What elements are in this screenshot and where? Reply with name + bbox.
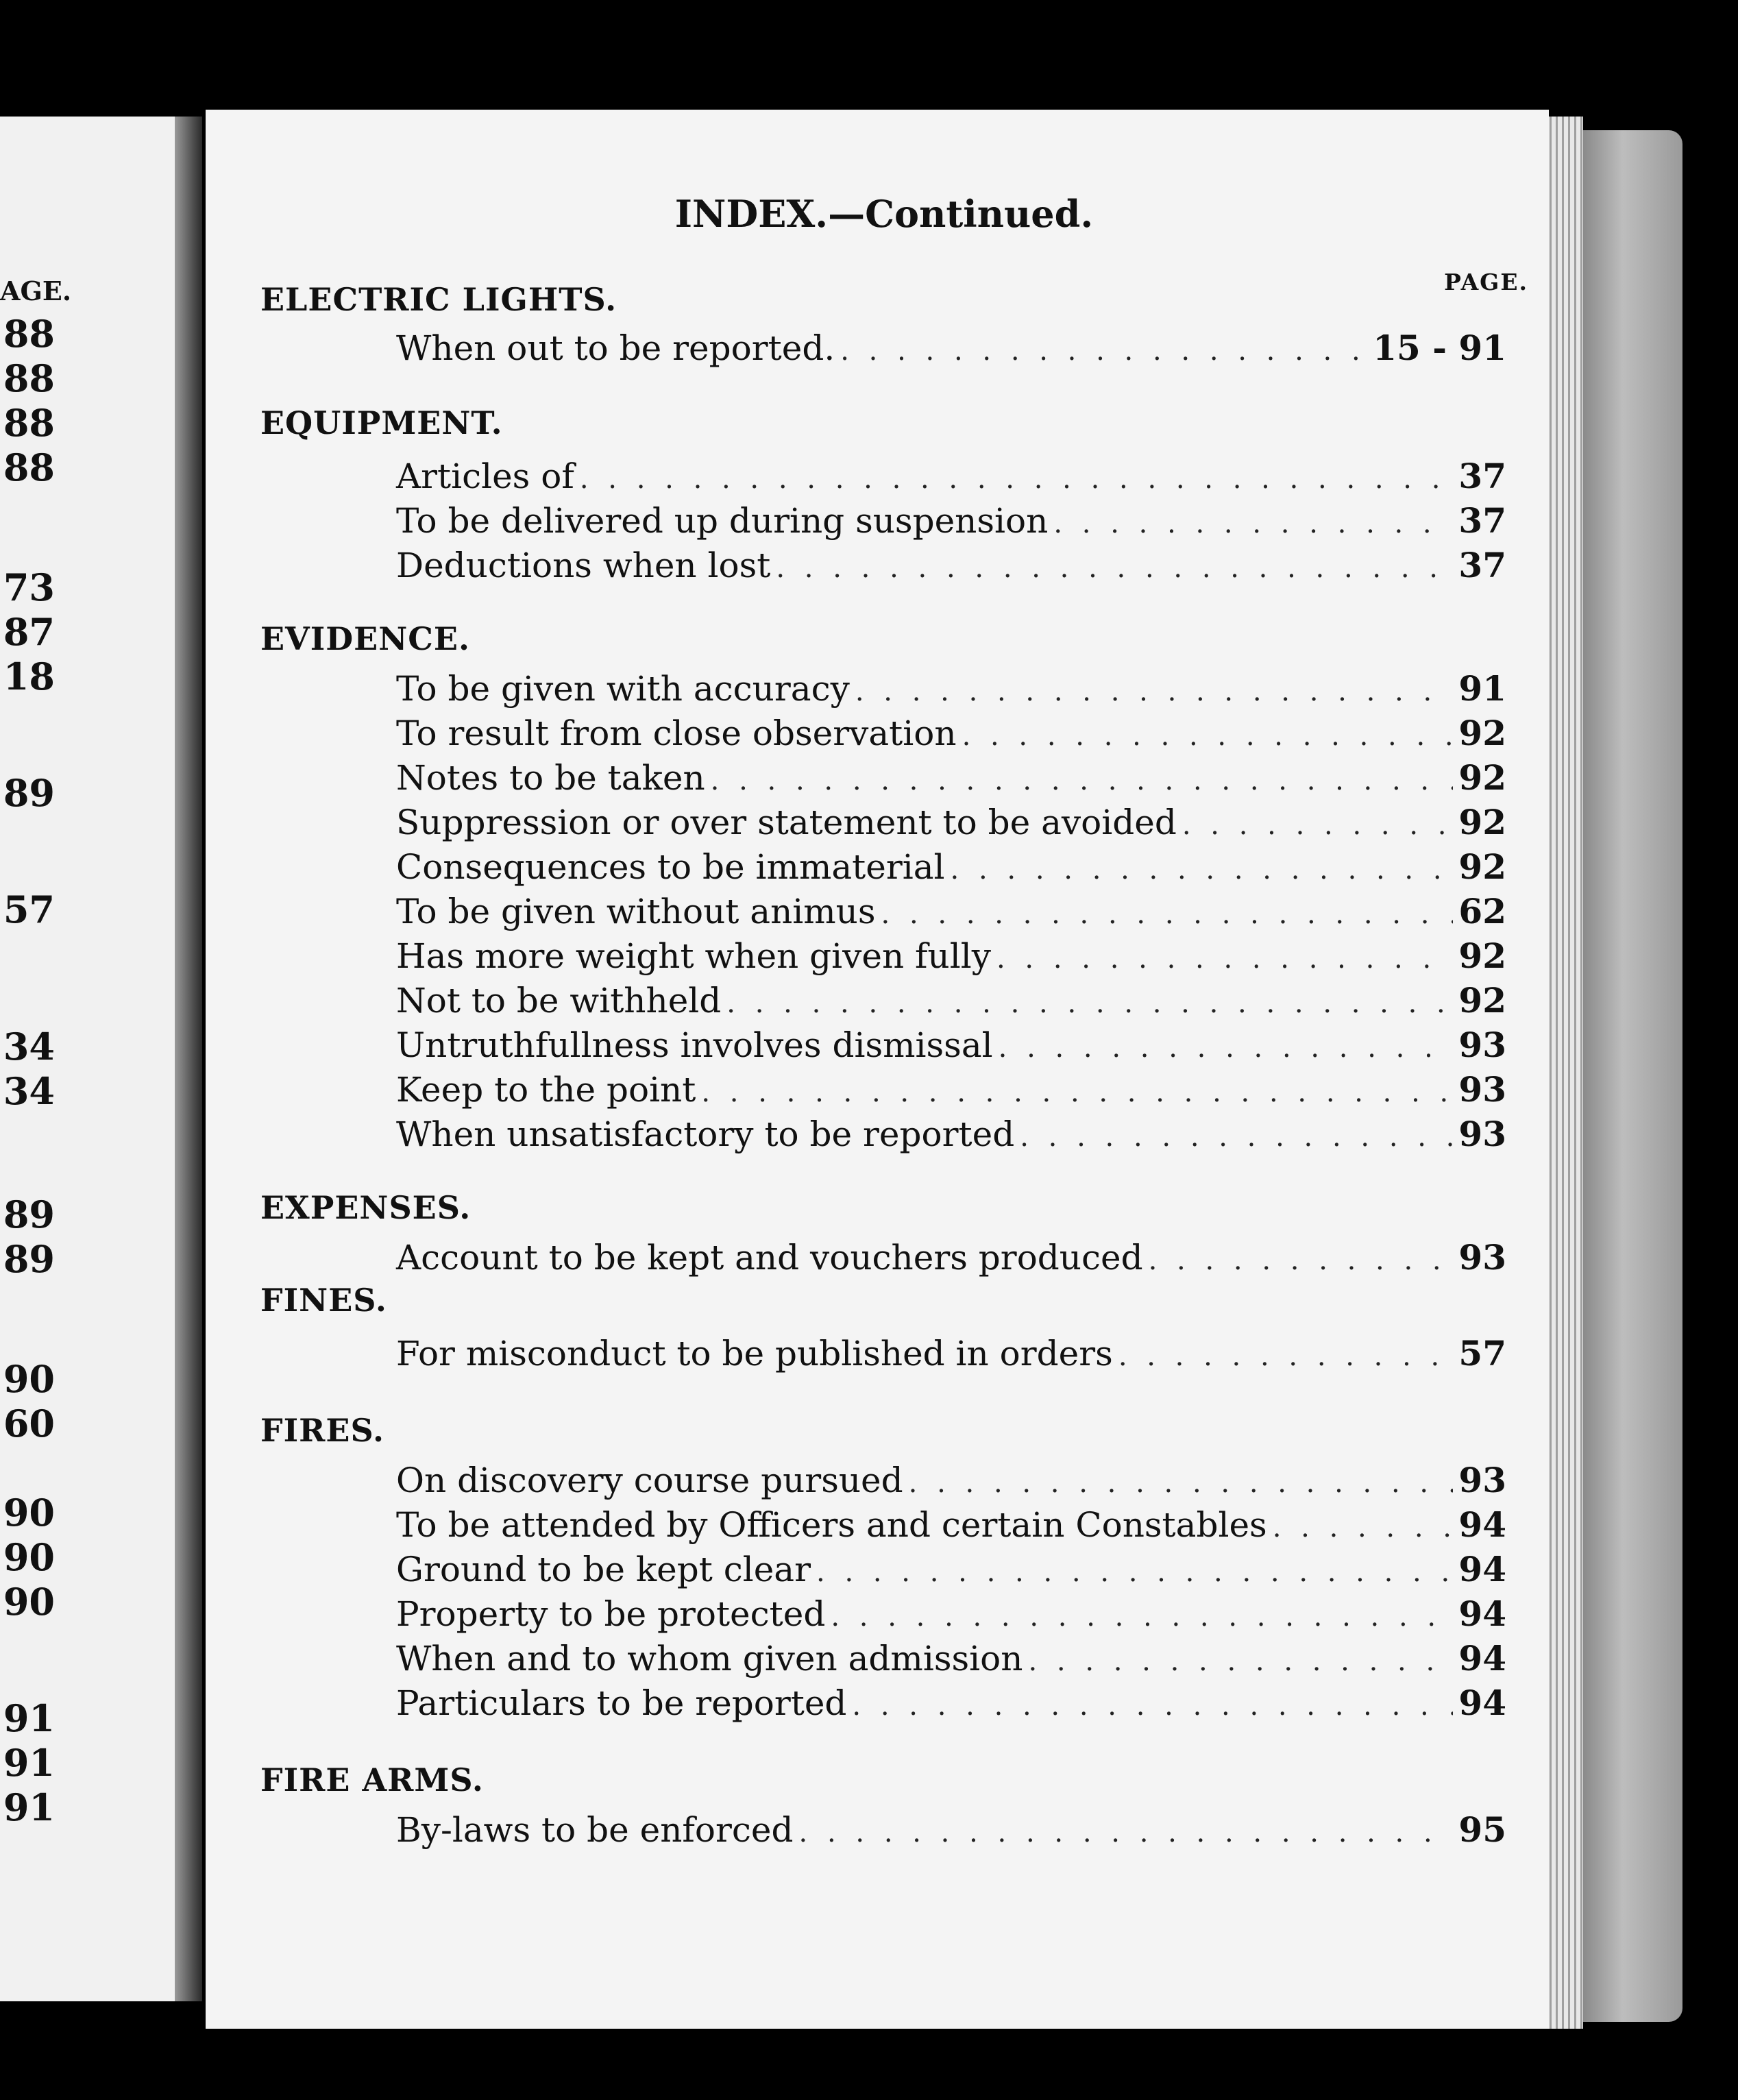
index-page (206, 110, 1549, 2029)
entry-page: 93 (1458, 1025, 1506, 1065)
entry-page: 92 (1458, 846, 1506, 887)
leader-dots (726, 988, 1453, 1019)
leader-dots (881, 899, 1454, 930)
index-entry (396, 802, 1506, 844)
entry-text: Property to be protected (396, 1594, 826, 1634)
leader-dots (996, 943, 1453, 975)
leader-dots (816, 1556, 1453, 1588)
entry-text: Not to be withheld (396, 981, 722, 1021)
entry-text: On discovery course pursued (396, 1461, 903, 1500)
entry-text: Has more weight when given fully (396, 936, 991, 976)
left-page-column-header: AGE. (0, 276, 72, 306)
index-entry (396, 500, 1506, 543)
section-heading: EQUIPMENT. (260, 404, 503, 441)
book-gutter (175, 117, 202, 2001)
index-entry (396, 757, 1506, 800)
entry-text: To be given without animus (396, 892, 876, 931)
leader-dots (1053, 508, 1453, 539)
leader-dots (831, 1601, 1453, 1633)
leader-dots (855, 676, 1454, 707)
entry-page: 57 (1458, 1333, 1506, 1373)
left-page-number: 90 (3, 1580, 55, 1624)
entry-page: 37 (1458, 500, 1506, 541)
left-page-number: 88 (3, 312, 55, 356)
left-page-number: 88 (3, 401, 55, 445)
entry-text: When and to whom given admission (396, 1639, 1023, 1678)
entry-text: Account to be kept and vouchers produced (396, 1238, 1143, 1278)
section-heading: FIRE ARMS. (260, 1761, 484, 1798)
left-page-number: 18 (3, 655, 55, 698)
left-page-number: 34 (3, 1069, 55, 1113)
left-page-number: 90 (3, 1491, 55, 1535)
leader-dots (776, 552, 1453, 584)
index-entry (396, 1638, 1506, 1681)
index-entry (396, 1809, 1506, 1852)
left-facing-page (0, 117, 175, 2001)
index-entry (396, 456, 1506, 498)
entry-text: To be given with accuracy (396, 669, 850, 709)
index-entry (396, 846, 1506, 889)
entry-text: Ground to be kept clear (396, 1550, 811, 1589)
left-page-number: 73 (3, 565, 55, 609)
entry-page: 37 (1458, 456, 1506, 496)
index-entry (396, 936, 1506, 978)
entry-page: 92 (1458, 802, 1506, 842)
left-page-number: 90 (3, 1357, 55, 1401)
index-entry (396, 1504, 1506, 1547)
index-entry (396, 980, 1506, 1023)
index-entry (396, 1683, 1506, 1725)
leader-dots (1149, 1245, 1454, 1276)
entry-text: Deductions when lost (396, 546, 771, 585)
leader-dots (701, 1077, 1453, 1108)
leader-dots (1182, 809, 1454, 841)
index-entry (396, 668, 1506, 711)
entry-text: To result from close observation (396, 713, 957, 753)
entry-page: 93 (1458, 1114, 1506, 1154)
entry-text: Suppression or over statement to be avoided (396, 803, 1177, 842)
entry-page: 91 (1458, 668, 1506, 709)
page-stack-edge (1545, 117, 1583, 2029)
entry-page: 92 (1458, 980, 1506, 1021)
entry-page: 92 (1458, 757, 1506, 798)
entry-text: Particulars to be reported (396, 1683, 847, 1723)
entry-page: 93 (1458, 1069, 1506, 1110)
entry-page: 94 (1458, 1594, 1506, 1634)
section-heading: FIRES. (260, 1412, 385, 1449)
entry-page: 37 (1458, 545, 1506, 585)
left-page-number: 91 (3, 1741, 55, 1785)
page-column-label: PAGE. (1444, 269, 1528, 295)
left-page-number: 57 (3, 888, 55, 931)
left-page-number: 34 (3, 1025, 55, 1069)
entry-page: 93 (1458, 1460, 1506, 1500)
entry-text: Untruthfullness involves dismissal (396, 1025, 993, 1065)
entry-page: 95 (1458, 1809, 1506, 1850)
entry-page: 15 - 91 (1373, 328, 1506, 368)
index-entry (396, 1460, 1506, 1502)
entry-text: By-laws to be enforced (396, 1810, 794, 1850)
section-heading: FINES. (260, 1282, 387, 1319)
entry-text: To be attended by Officers and certain Constables (396, 1505, 1267, 1545)
leader-dots (852, 1690, 1453, 1722)
entry-text: Keep to the point (396, 1070, 696, 1110)
entry-text: For misconduct to be published in orders (396, 1334, 1113, 1373)
index-entry (396, 1069, 1506, 1112)
section-heading: EVIDENCE. (260, 620, 470, 657)
entry-text: Consequences to be immaterial (396, 847, 945, 887)
page-title: INDEX.—Continued. (674, 192, 1094, 236)
book-cover-edge (1583, 130, 1682, 2022)
entry-text: Articles of (396, 456, 574, 496)
left-page-number: 87 (3, 610, 55, 654)
index-entry (396, 1549, 1506, 1591)
entry-page: 92 (1458, 936, 1506, 976)
leader-dots (711, 765, 1454, 796)
index-entry (396, 1594, 1506, 1636)
leader-dots (999, 1032, 1454, 1064)
entry-page: 94 (1458, 1504, 1506, 1545)
index-entry (396, 1025, 1506, 1067)
left-page-number: 89 (3, 1237, 55, 1281)
index-entry (396, 1333, 1506, 1376)
leader-dots (799, 1817, 1454, 1848)
index-entry (396, 545, 1506, 587)
entry-page: 94 (1458, 1549, 1506, 1589)
entry-text: When unsatisfactory to be reported (396, 1114, 1015, 1154)
section-heading: ELECTRIC LIGHTS. (260, 281, 617, 318)
entry-text: Notes to be taken (396, 758, 705, 798)
entry-text: To be delivered up during suspension (396, 501, 1049, 541)
leader-dots (1273, 1512, 1454, 1543)
entry-text: When out to be reported. (396, 328, 835, 368)
leader-dots (840, 335, 1367, 367)
left-page-number: 89 (3, 771, 55, 815)
left-page-number: 88 (3, 356, 55, 400)
entry-page: 93 (1458, 1237, 1506, 1278)
left-page-number: 91 (3, 1785, 55, 1829)
entry-page: 94 (1458, 1683, 1506, 1723)
left-page-number: 60 (3, 1402, 55, 1445)
left-page-number: 90 (3, 1535, 55, 1579)
left-page-number: 89 (3, 1193, 55, 1236)
leader-dots (1028, 1646, 1453, 1677)
leader-dots (909, 1467, 1454, 1499)
entry-page: 92 (1458, 713, 1506, 753)
index-entry (396, 1237, 1506, 1280)
index-entry (396, 1114, 1506, 1156)
index-entry (396, 891, 1506, 933)
leader-dots (580, 463, 1454, 495)
left-page-number: 88 (3, 445, 55, 489)
index-entry (396, 328, 1506, 370)
leader-dots (962, 720, 1454, 752)
entry-page: 94 (1458, 1638, 1506, 1678)
left-page-number: 91 (3, 1696, 55, 1740)
leader-dots (1020, 1121, 1453, 1153)
leader-dots (951, 854, 1454, 886)
section-heading: EXPENSES. (260, 1189, 472, 1226)
leader-dots (1118, 1341, 1454, 1372)
entry-page: 62 (1458, 891, 1506, 931)
index-entry (396, 713, 1506, 755)
